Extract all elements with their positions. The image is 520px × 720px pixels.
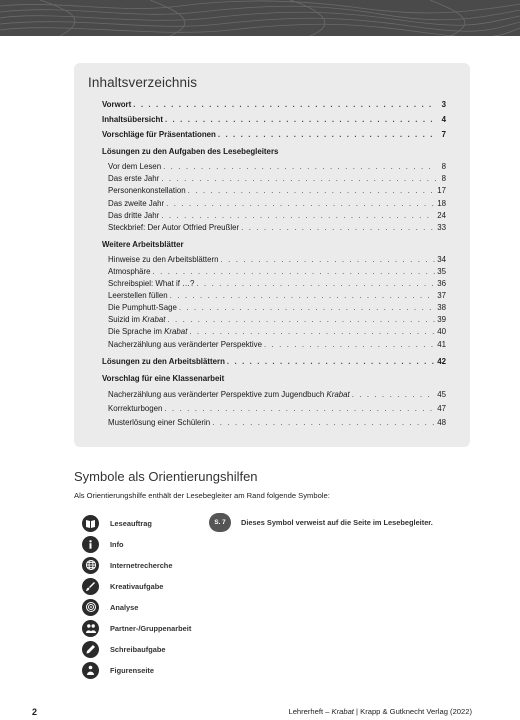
page-number: 2 <box>32 707 38 717</box>
toc-entry[interactable]: Vorschläge für Präsentationen . . . 7 <box>102 129 446 141</box>
toc-entry[interactable]: Die Sprache im Krabat . . . 40 <box>108 326 446 338</box>
toc-entry[interactable]: Vor dem Lesen . . . 8 <box>108 161 446 173</box>
toc-entry[interactable]: Schreibspiel: What if …? . . . 36 <box>108 278 446 290</box>
toc-entry[interactable]: Inhaltsübersicht . . . 4 <box>102 114 446 126</box>
symbol-item: Leseauftrag <box>82 513 152 533</box>
toc-entry[interactable]: Nacherzählung aus veränderter Perspektive . . . 41 <box>108 339 446 351</box>
book-icon <box>82 515 99 532</box>
symbol-item: Internetrecherche <box>82 555 172 575</box>
symbol-item: Kreativaufgabe <box>82 576 163 596</box>
toc-entry[interactable]: Die Pumphutt-Sage . . . 38 <box>108 302 446 314</box>
footer-citation: Lehrerheft – Krabat | Krapp & Gutknecht Verlag (2022) <box>288 707 472 716</box>
toc-entry[interactable]: Das zweite Jahr . . . 18 <box>108 198 446 210</box>
toc-section-heading: Lösungen zu den Aufgaben des Lesebegleiters <box>102 147 279 157</box>
brush-icon <box>82 578 99 595</box>
person-icon <box>82 662 99 679</box>
target-icon <box>82 599 99 616</box>
toc-entry[interactable]: Nacherzählung aus veränderter Perspektive zum Jugendbuch Krabat . . . 45 <box>108 388 446 402</box>
info-icon <box>82 536 99 553</box>
toc-entry[interactable]: Personenkonstellation . . . 17 <box>108 185 446 197</box>
toc-section-heading: Weitere Arbeitsblätter <box>102 239 184 249</box>
globe-icon <box>82 557 99 574</box>
toc-entry[interactable]: Atmosphäre . . . 35 <box>108 266 446 278</box>
pen-icon <box>82 641 99 658</box>
toc-entry[interactable]: Steckbrief: Der Autor Otfried Preußler . . . 33 <box>108 222 446 234</box>
toc-entry[interactable]: Korrekturbogen . . . 47 <box>108 402 446 416</box>
toc-entry[interactable]: Musterlösung einer Schülerin . . . 48 <box>108 416 446 430</box>
page-reference-description: Dieses Symbol verweist auf die Seite im Lesebegleiter. <box>241 518 433 527</box>
symbols-intro: Als Orientierungshilfe enthält der Lesebegleiter am Rand folgende Symbole: <box>74 491 330 500</box>
page-reference-badge: S. 7 <box>209 513 231 532</box>
toc-section-heading: Vorschlag für eine Klassenarbeit <box>102 373 225 383</box>
toc-entry[interactable]: Leerstellen füllen . . . 37 <box>108 290 446 302</box>
toc-entry[interactable]: Vorwort . . . 3 <box>102 99 446 111</box>
toc-entry[interactable]: Lösungen zu den Arbeitsblättern . . . 42 <box>102 356 446 368</box>
toc-entry[interactable]: Das dritte Jahr . . . 24 <box>108 210 446 222</box>
people-icon <box>82 620 99 637</box>
symbol-item: Schreibaufgabe <box>82 639 165 659</box>
symbol-item: Partner-/Gruppenarbeit <box>82 618 191 638</box>
symbols-title: Symbole als Orientierungshilfen <box>74 469 258 484</box>
toc-entry[interactable]: Hinweise zu den Arbeitsblättern . . . 34 <box>108 254 446 266</box>
table-of-contents <box>74 63 470 447</box>
symbol-item: Figurenseite <box>82 660 154 680</box>
toc-title: Inhaltsverzeichnis <box>88 75 198 90</box>
toc-entry[interactable]: Suizid im Krabat . . . 39 <box>108 314 446 326</box>
symbol-item: Analyse <box>82 597 138 617</box>
header-banner <box>0 0 520 36</box>
symbol-item: Info <box>82 534 124 554</box>
toc-entry[interactable]: Das erste Jahr . . . 8 <box>108 173 446 185</box>
